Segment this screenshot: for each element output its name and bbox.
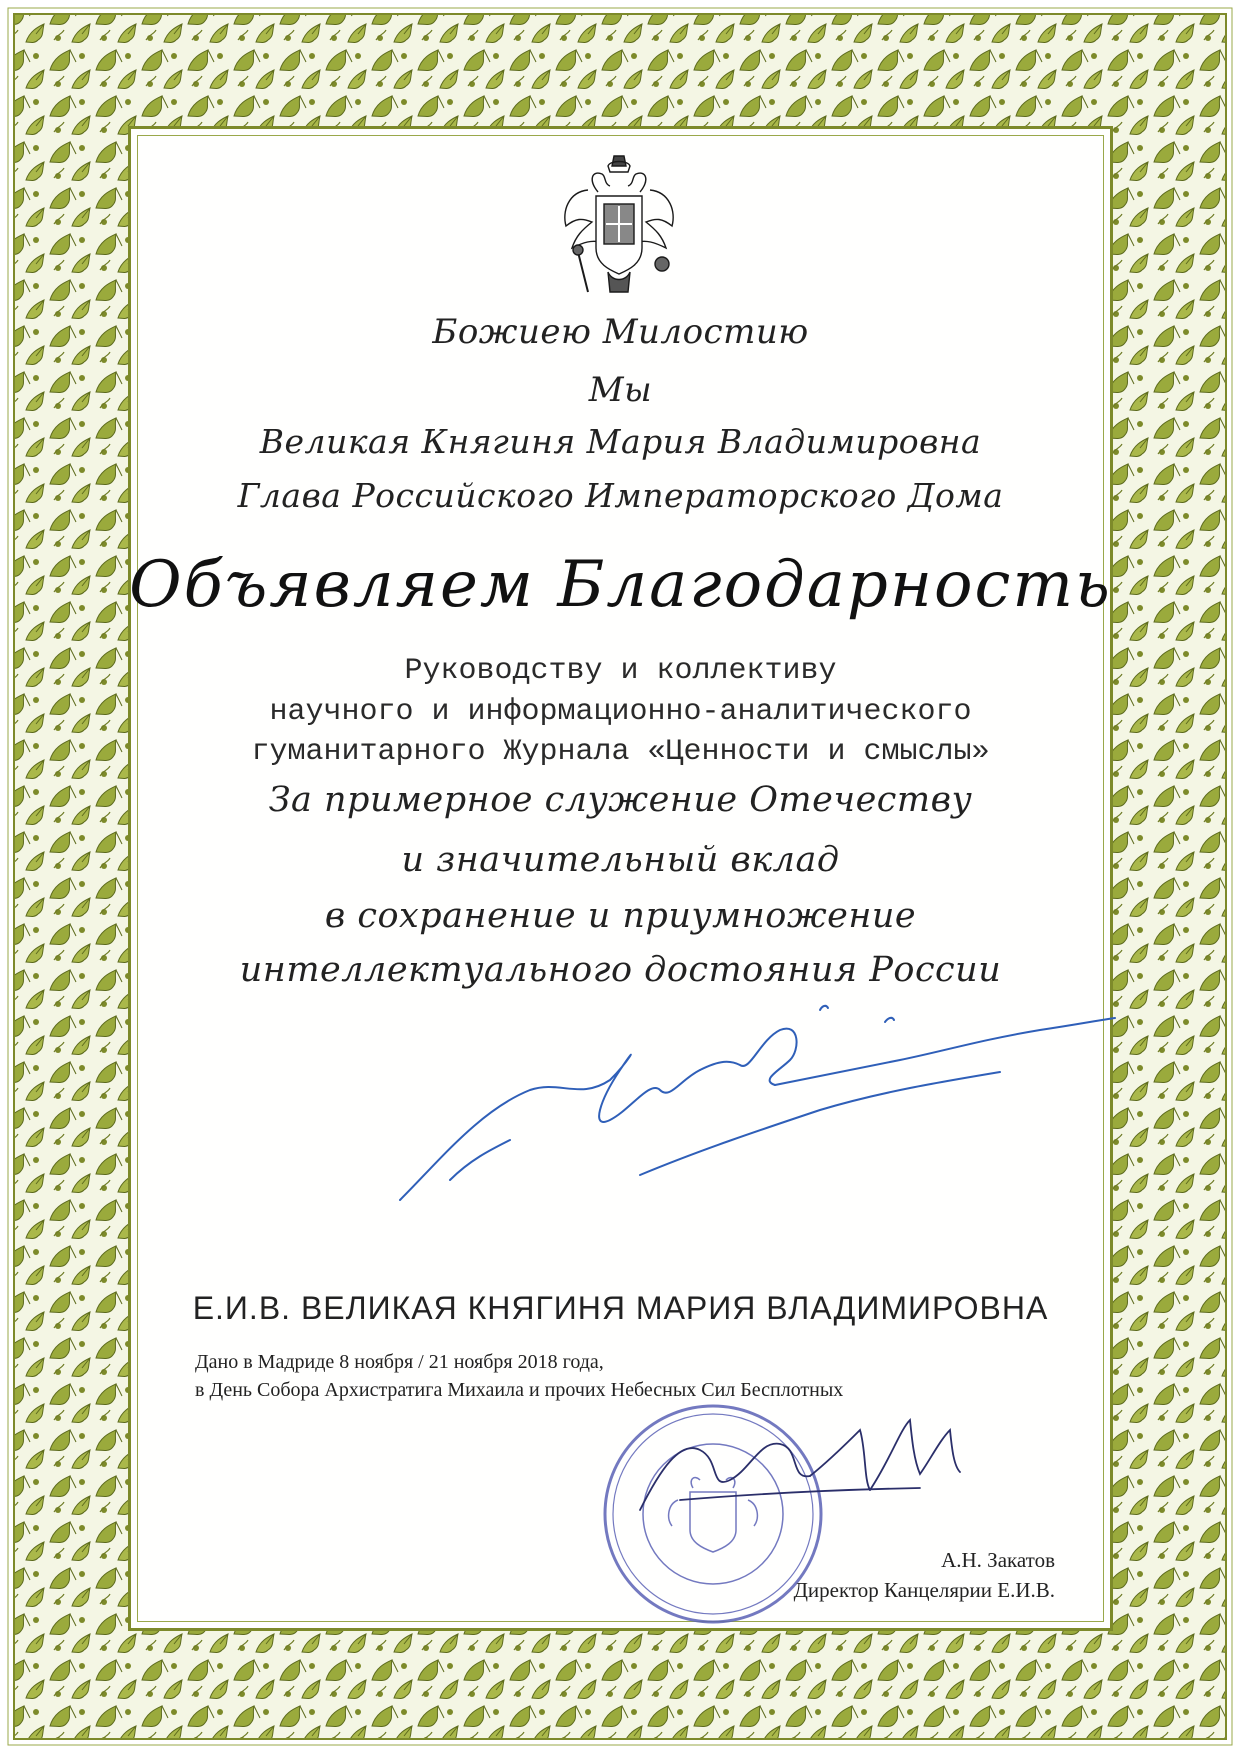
header-line-2: Мы [588, 370, 653, 410]
signer-name: Е.И.В. ВЕЛИКАЯ КНЯГИНЯ МАРИЯ ВЛАДИМИРОВНА [192, 1290, 1049, 1326]
recipient-line-3: гуманитарного Журнала «Ценности и смыслы» [251, 735, 990, 769]
header-line-3: Великая Княгиня Мария Владимировна [259, 422, 982, 461]
recipient-line-1: Руководству и коллективу [404, 654, 837, 688]
director-name: А.Н. Закатов [941, 1548, 1055, 1572]
citation-line-3: в сохранение и приумножение [324, 896, 917, 936]
handwritten-signature [380, 1000, 1120, 1240]
citation-line-2: и значительный вклад [401, 840, 840, 880]
given-date-line: Дано в Мадриде 8 ноября / 21 ноября 2018 года, [195, 1351, 604, 1373]
header-line-4: Глава Российского Императорского Дома [237, 476, 1004, 515]
director-signature [620, 1400, 980, 1540]
citation-line-4: интеллектуального достояния России [239, 950, 1002, 990]
header-line-1: Божиею Милостию [432, 312, 809, 352]
recipient-line-2: научного и информационно-аналитического [269, 695, 972, 729]
director-position: Директор Канцелярии Е.И.В. [793, 1578, 1055, 1602]
double-headed-eagle-icon [558, 152, 680, 302]
given-occasion-line: в День Собора Архистратига Михаила и прочих Небесных Сил Бесплотных [195, 1379, 844, 1401]
certificate-title: Объявляем Благодарность [129, 548, 1112, 622]
citation-line-1: За примерное служение Отечеству [268, 780, 973, 820]
